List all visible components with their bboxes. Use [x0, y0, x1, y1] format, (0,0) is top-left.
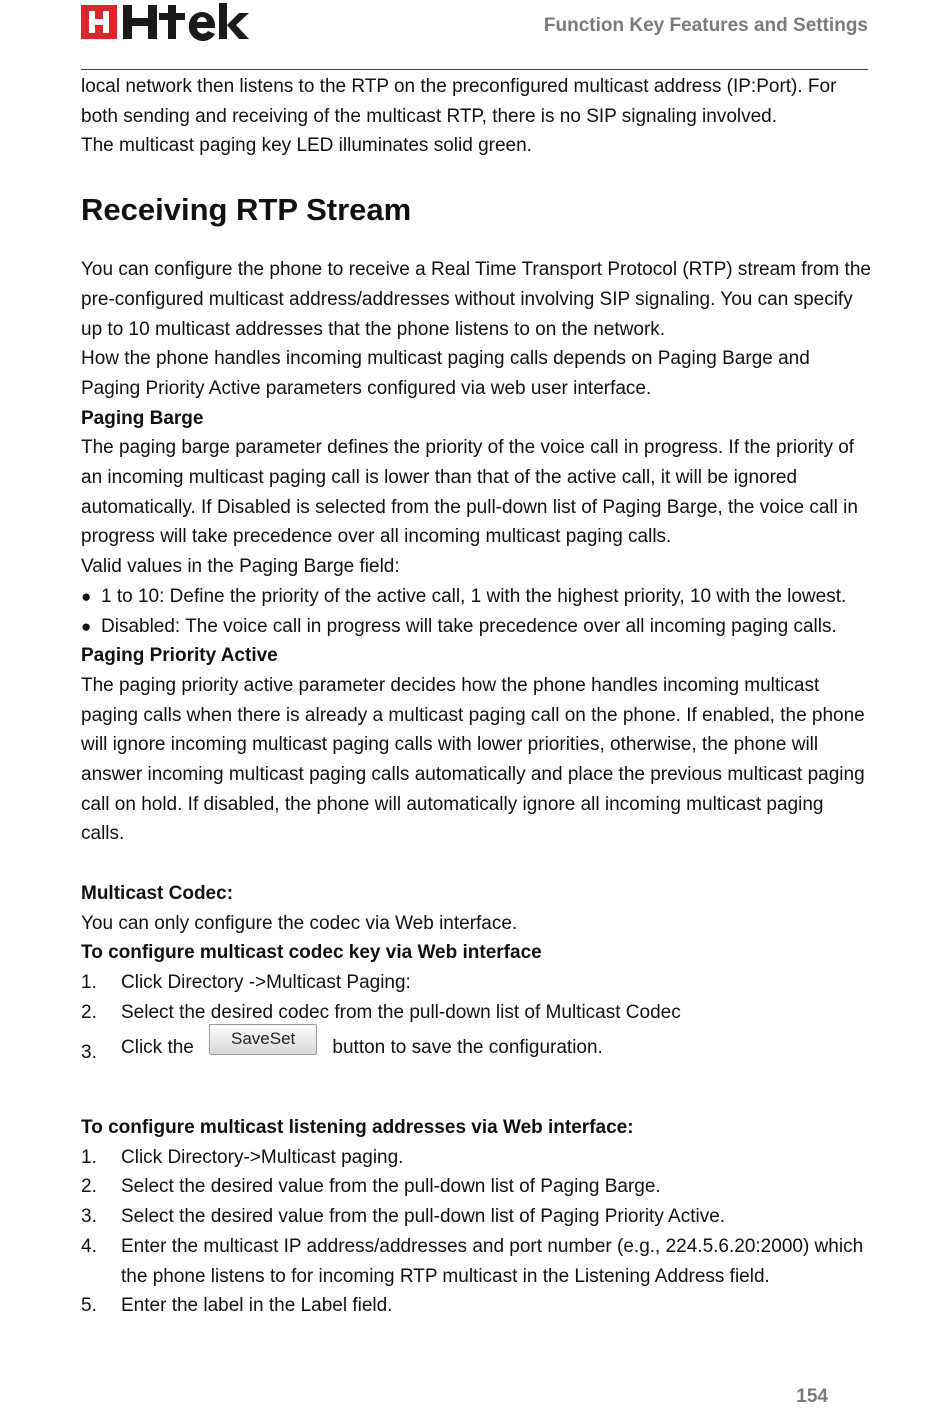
header-title: Function Key Features and Settings — [543, 15, 868, 36]
step-number: 3. — [81, 1206, 97, 1228]
listening-step — [81, 1143, 871, 1173]
step-number: 4. — [81, 1235, 97, 1257]
step-number: 1. — [81, 971, 97, 993]
step-text: Click Directory ->Multicast Paging: — [121, 971, 411, 993]
paging-barge-text: The paging barge parameter defines the priority of the voice call in progress. If the priority of an incoming multicast paging call is lower than that of the active call, it will be ignored automatically. If Disabled is selected from the pull-down list of Paging Barge, the voice call in progress will take precedence over all incoming multicast paging calls. — [81, 437, 858, 548]
listening-step — [81, 1202, 871, 1232]
codec-procedure-heading: To configure multicast codec key via Web interface — [81, 942, 542, 964]
bullet-item — [81, 582, 871, 612]
valid-values-text: Valid values in the Paging Barge field: — [81, 556, 400, 578]
bullet-icon: ● — [81, 586, 92, 606]
step-text: Enter the label in the Label field. — [121, 1295, 393, 1317]
codec-step — [81, 968, 871, 998]
step-number: 3. — [81, 1041, 97, 1063]
step-text: Select the desired codec from the pull-down list of Multicast Codec — [121, 1001, 681, 1023]
step-text-after: button to save the configuration. — [332, 1037, 603, 1059]
bullet-item — [81, 612, 871, 642]
step-text: Click Directory->Multicast paging. — [121, 1146, 404, 1168]
codec-step — [81, 998, 871, 1028]
htek-logo-graphic — [81, 3, 251, 41]
paragraph-2: How the phone handles incoming multicast paging calls depends on Paging Barge and Paging Priority Active parameters configured via web user interface. — [81, 348, 810, 399]
step-text: Select the desired value from the pull-down list of Paging Priority Active. — [121, 1206, 726, 1228]
page-content — [81, 72, 871, 1321]
page-number: 154 — [796, 1386, 828, 1407]
listening-step — [81, 1172, 871, 1202]
step-number: 2. — [81, 1176, 97, 1198]
codec-heading: Multicast Codec: — [81, 882, 234, 904]
listening-heading: To configure multicast listening addresses via Web interface: — [81, 1117, 634, 1139]
spacer — [81, 849, 871, 879]
step-text: Enter the multicast IP address/addresses and port number (e.g., 224.5.6.20:2000) which the phone listens to for incoming RTP multicast in the Listening Address field. — [121, 1235, 864, 1287]
paragraph-1: You can configure the phone to receive a Real Time Transport Protocol (RTP) stream from the pre-configured multicast address/addresses without involving SIP signaling. You can specify up to 10 multicast addresses that the phone listens to on the network. — [81, 259, 871, 340]
header-divider — [81, 69, 868, 70]
step-text: Select the desired value from the pull-down list of Paging Barge. — [121, 1176, 661, 1198]
paging-priority-heading: Paging Priority Active — [81, 645, 278, 667]
bullet-text: Disabled: The voice call in progress will take precedence over all incoming paging calls. — [101, 615, 837, 637]
saveset-button[interactable]: SaveSet — [209, 1024, 317, 1055]
listening-step — [81, 1291, 871, 1321]
step-text-before: Click the — [121, 1037, 194, 1059]
listening-step — [81, 1232, 871, 1291]
htek-logo — [81, 3, 251, 41]
intro-paragraph-1: local network then listens to the RTP on the preconfigured multicast address (IP:Port). For both sending and receiving of the multicast RTP, there is no SIP signaling involved. — [81, 76, 837, 127]
bullet-icon: ● — [81, 616, 92, 636]
step-text — [121, 1029, 871, 1067]
paging-barge-heading: Paging Barge — [81, 407, 204, 429]
codec-text: You can only configure the codec via Web interface. — [81, 912, 518, 934]
step-number: 1. — [81, 1146, 97, 1168]
step-number: 5. — [81, 1295, 97, 1317]
paging-priority-text: The paging priority active parameter decides how the phone handles incoming multicast paging calls when there is already a multicast paging call on the phone. If enabled, the phone will ignore incoming multicast paging calls with lower priorities, otherwise, the phone will answer incoming multicast paging calls automatically and place the previous multicast paging call on hold. If disabled, the phone will automatically ignore all incoming multicast paging calls. — [81, 674, 865, 845]
intro-paragraph-2: The multicast paging key LED illuminates solid green. — [81, 135, 532, 157]
bullet-text: 1 to 10: Define the priority of the active call, 1 with the highest priority, 10 with the lowest. — [101, 585, 847, 607]
spacer — [81, 1083, 871, 1113]
step-number: 2. — [81, 1001, 97, 1023]
codec-step — [81, 1029, 871, 1067]
section-title: Receiving RTP Stream — [81, 192, 412, 228]
